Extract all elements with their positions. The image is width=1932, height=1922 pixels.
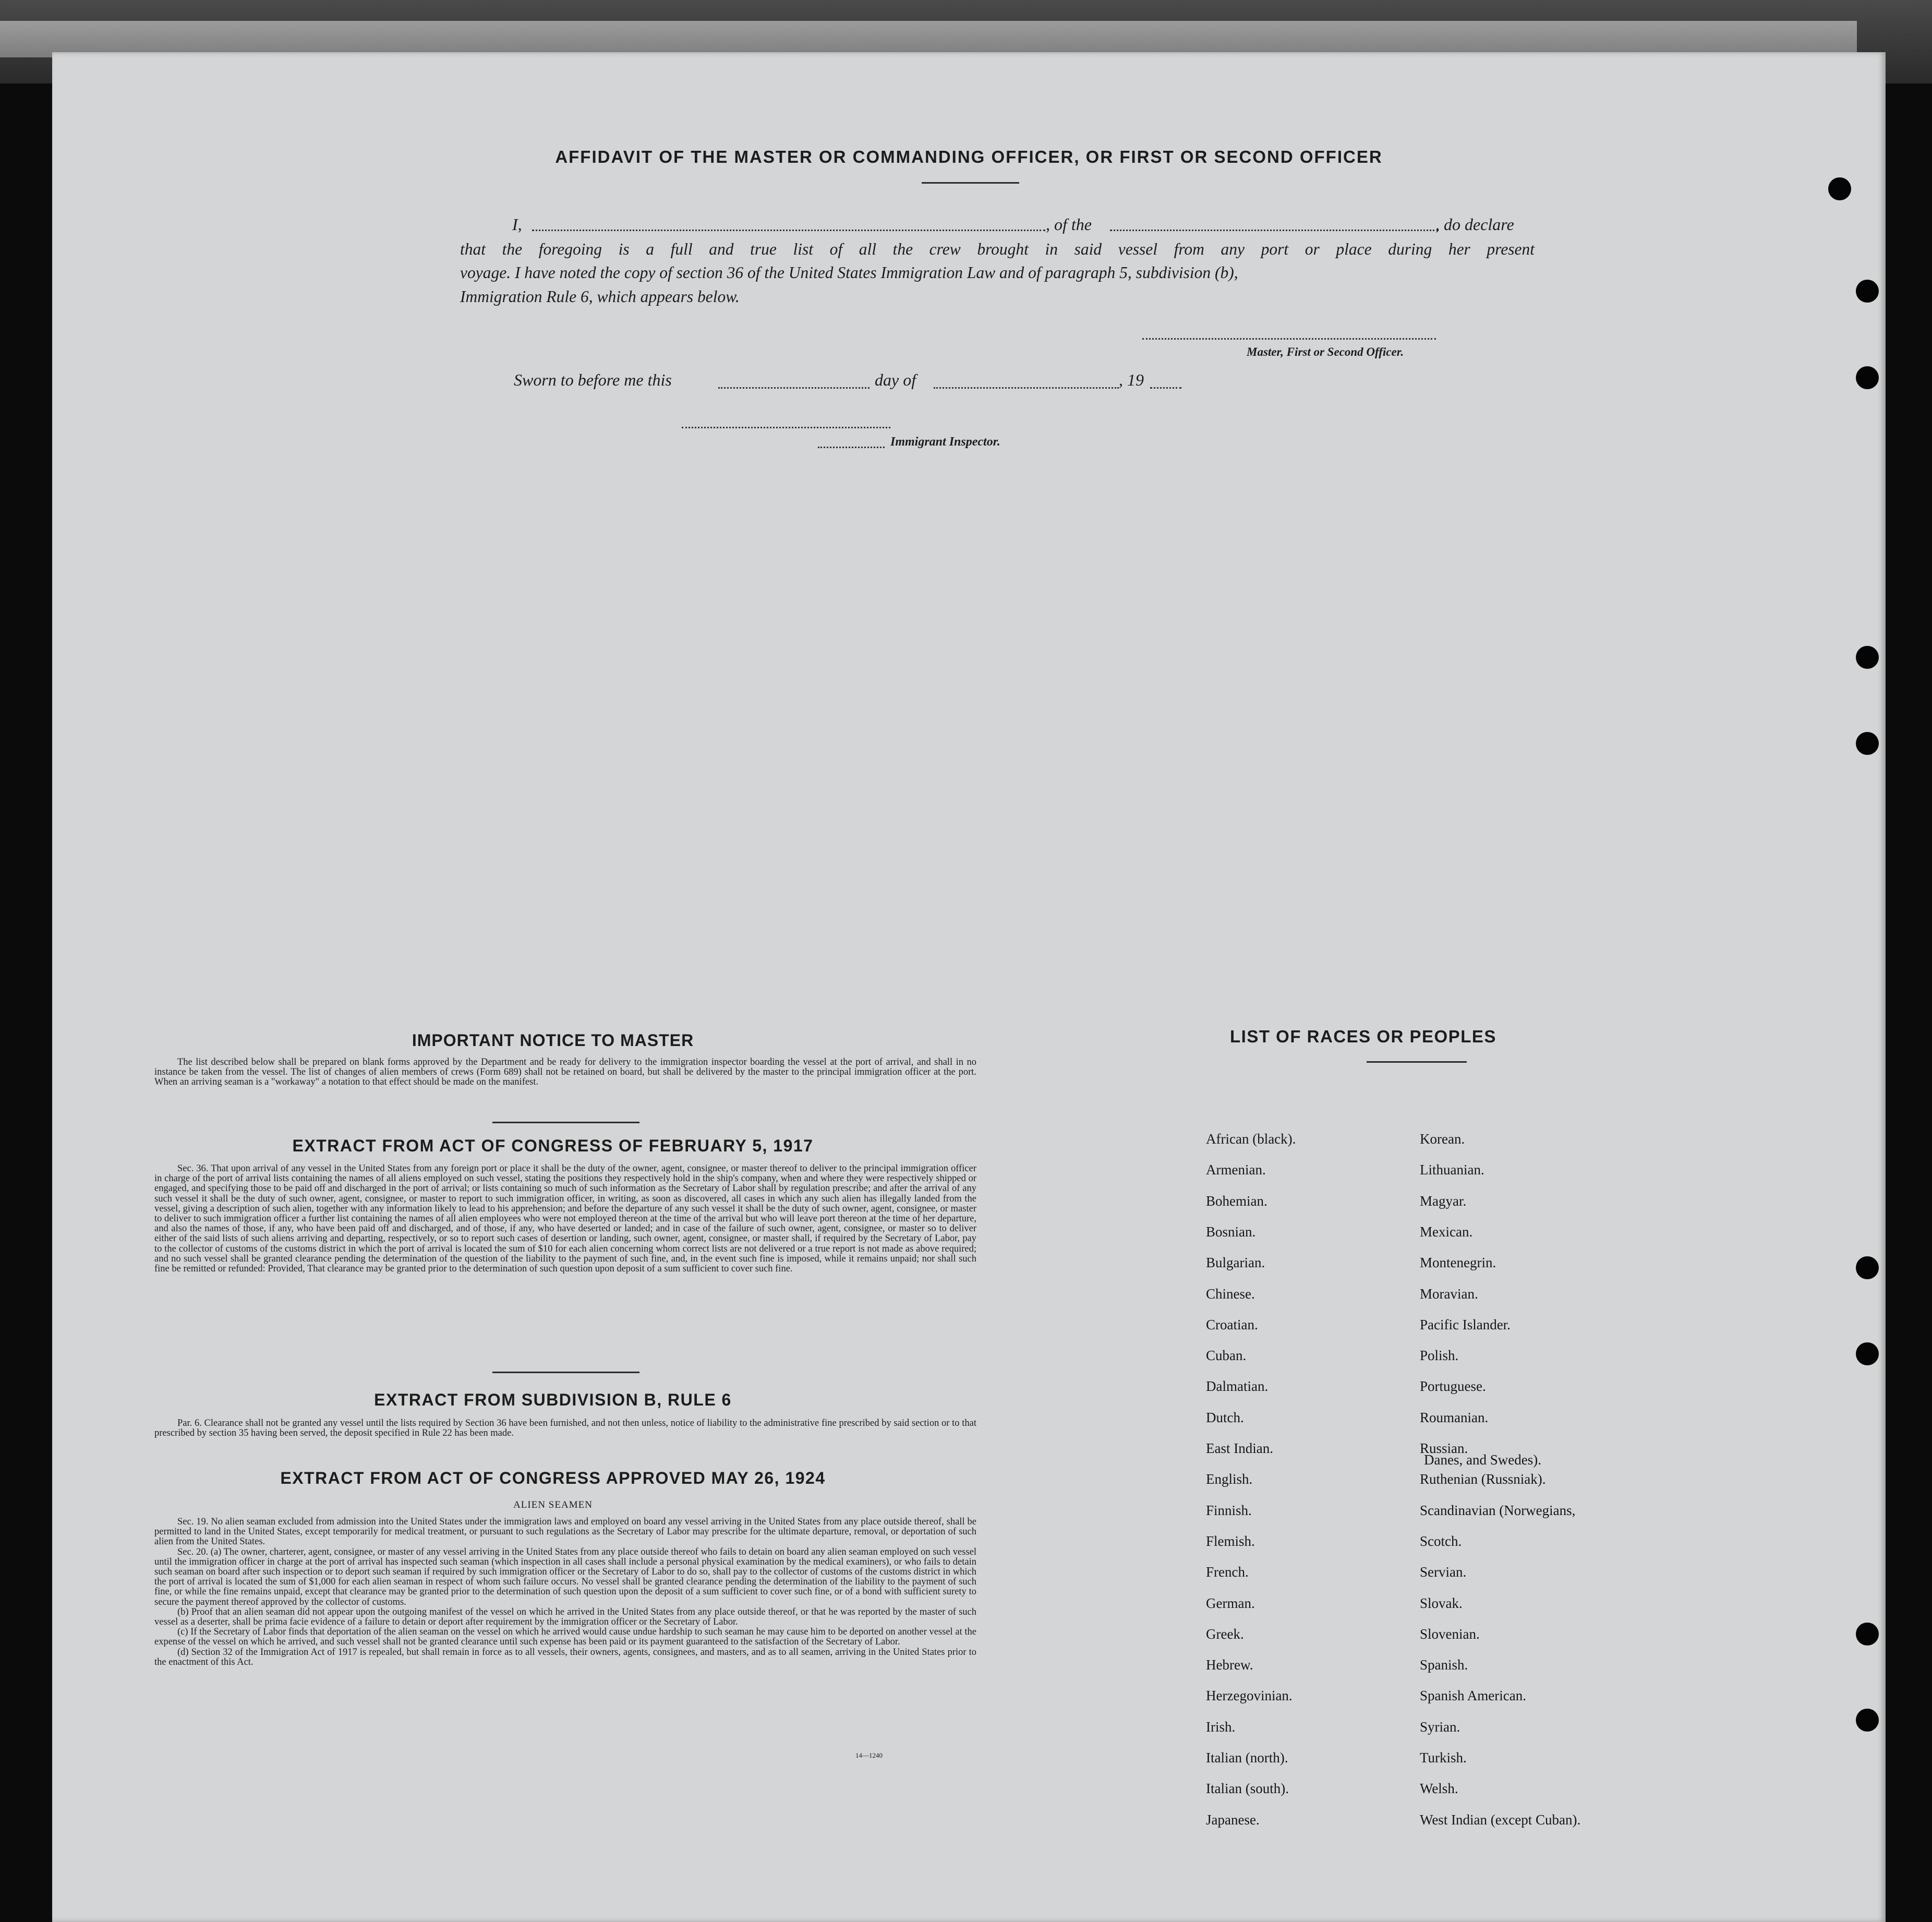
- sworn-year-blank: [1150, 387, 1181, 389]
- race-item: German.: [1206, 1595, 1255, 1611]
- race-item: Polish.: [1420, 1348, 1459, 1364]
- races-title: LIST OF RACES OR PEOPLES: [1230, 1027, 1496, 1046]
- race-item: Slovenian.: [1420, 1626, 1480, 1642]
- act1924-subtitle: ALIEN SEAMEN: [513, 1499, 593, 1510]
- race-item: Bohemian.: [1206, 1193, 1267, 1209]
- notice-body: The list described below shall be prepared on blank forms approved by the Department and be ready for delivery to the immigration inspector boarding the vessel at the port of arrival, and shall in no instance be taken from the vessel. The list of changes of alien members of crews (Form 689) shall not be retained on board, but shall be delivered by the master to the principal immigration officer at the port. When an arriving seaman is a "workaway" a notation to that effect should be made on the manifest.: [154, 1057, 976, 1088]
- race-item: Slovak.: [1420, 1595, 1463, 1611]
- race-item: Lithuanian.: [1420, 1162, 1484, 1178]
- act1924-title: EXTRACT FROM ACT OF CONGRESS APPROVED MAY 26, 1924: [280, 1469, 826, 1487]
- affidavit-title-rule: [922, 182, 1019, 184]
- punch-hole: [1856, 1709, 1879, 1732]
- affidavit-line-2: that the foregoing is a full and true list of all the crew brought in said vessel from any port or place during her present: [460, 240, 1535, 258]
- race-item: West Indian (except Cuban).: [1420, 1811, 1581, 1828]
- affidavit-line-3: voyage. I have noted the copy of section 36 of the United States Immigration Law and of paragraph 5, subdivision (b),: [460, 263, 1238, 282]
- document-page: [52, 52, 1886, 1922]
- act1924-body: [154, 1517, 976, 1667]
- year-prefix: , 19: [1119, 370, 1144, 389]
- punch-hole: [1856, 1256, 1879, 1279]
- act1917-rule: [492, 1372, 639, 1373]
- signature-blank: [1142, 338, 1436, 340]
- inspector-signature-blank: [682, 427, 890, 428]
- race-item: Herzegovinian.: [1206, 1688, 1293, 1704]
- race-item: Montenegrin.: [1420, 1255, 1496, 1271]
- race-item: Spanish American.: [1420, 1688, 1526, 1704]
- affidavit-do-declare: , do declare: [1435, 215, 1514, 234]
- signer-caption: Master, First or Second Officer.: [1247, 345, 1404, 358]
- race-item: Dalmatian.: [1206, 1378, 1269, 1395]
- race-item: Italian (north).: [1206, 1750, 1288, 1765]
- race-item: African (black).: [1206, 1131, 1296, 1147]
- race-item: Croatian.: [1206, 1316, 1258, 1332]
- act1917-body: Sec. 36. That upon arrival of any vessel in the United States from any foreign port or place it shall be the duty of the owner, agent, consignee, or master thereof to deliver to the principal immigration officer in charge of the port of arrival lists containing the names of all aliens employed on such vessel, stating the positions they respectively hold in the ship's company, when and where they were respectively shipped or engaged, and specifying those to be paid off and discharged in the port of arrival; or lists containing so much of such information as the Secretary of Labor shall by regulation prescribe; and after the arrival of any such vessel it shall be the duty of such owner, agent, consignee, or master to report to such immigration officer, in writing, as soon as discovered, all cases in which any such alien has illegally landed from the vessel, giving a description of such alien, together with any information likely to lead to his apprehension; and before the departure of any such vessel it shall be the duty of such owner, agent, consignee, or master to deliver to such immigration officer a further list containing the names of all alien employees who were not employed thereon at the time of the arrival but who will leave port thereon at the time of her departure, and also the names of those, if any, who have been paid off and discharged, and of those, if any, who have deserted or landed; and in case of the failure of such owner, agent, consignee, or master so to deliver either of the said lists of such aliens arriving and departing, respectively, or so to report such cases of desertion or landing, such owner, agent, consignee, or master shall, if required by the Secretary of Labor, pay to the collector of customs of the customs district in which the port of arrival is located the sum of $10 for each alien concerning whom correct lists are not delivered or a true report is not made as above required; and no such vessel shall be granted clearance pending the determination of the question of the liability to the payment of such fine, and, in the event such fine is imposed, while it remains unpaid; nor shall such fine be remitted or refunded: Provided, That clearance may be granted prior to the determination of such question upon deposit of a sum sufficient to cover such fine.: [154, 1163, 976, 1275]
- rule6-body: Par. 6. Clearance shall not be granted any vessel until the lists required by Section 36 have been furnished, and not then unless, notice of liability to the administrative fine prescribed by said section or to that prescribed by section 35 having been served, the deposit specified in Rule 22 has been made.: [154, 1418, 976, 1439]
- race-item: Greek.: [1206, 1626, 1244, 1642]
- race-item: Spanish.: [1420, 1657, 1468, 1673]
- race-item: Bulgarian.: [1206, 1255, 1265, 1271]
- race-item: Irish.: [1206, 1719, 1236, 1735]
- day-of-label: day of: [875, 370, 916, 389]
- affidavit-title: AFFIDAVIT OF THE MASTER OR COMMANDING OFFICER, OR FIRST OR SECOND OFFICER: [555, 147, 1383, 166]
- race-item: Flemish.: [1206, 1533, 1255, 1549]
- race-item: Korean.: [1420, 1131, 1465, 1147]
- race-item: French.: [1206, 1564, 1249, 1580]
- race-item: Dutch.: [1206, 1409, 1244, 1425]
- race-item: Welsh.: [1420, 1781, 1458, 1797]
- notice-title: IMPORTANT NOTICE TO MASTER: [412, 1031, 694, 1050]
- race-item: Moravian.: [1420, 1286, 1478, 1302]
- race-item: Italian (south).: [1206, 1781, 1289, 1797]
- inspector-prefix-blank: [818, 447, 885, 448]
- race-item: Armenian.: [1206, 1162, 1266, 1178]
- race-item: Pacific Islander.: [1420, 1316, 1511, 1332]
- form-number: 14—1240: [855, 1751, 883, 1759]
- punch-hole: [1856, 646, 1879, 669]
- race-item: Scotch.: [1420, 1533, 1462, 1549]
- punch-hole: [1856, 366, 1879, 389]
- race-item: Portuguese.: [1420, 1378, 1486, 1395]
- race-item: Hebrew.: [1206, 1657, 1253, 1673]
- rule6-title: EXTRACT FROM SUBDIVISION B, RULE 6: [374, 1390, 732, 1409]
- sworn-day-blank: [718, 387, 870, 389]
- sworn-label: Sworn to before me this: [514, 370, 672, 389]
- race-item: Russian.: [1420, 1440, 1468, 1456]
- punch-hole: [1856, 1342, 1879, 1365]
- race-item: Roumanian.: [1420, 1409, 1489, 1425]
- race-item: Servian.: [1420, 1564, 1467, 1580]
- race-item: Ruthenian (Russniak).: [1420, 1471, 1546, 1487]
- punch-hole: [1856, 1623, 1879, 1645]
- race-item: Cuban.: [1206, 1348, 1247, 1364]
- race-item: Syrian.: [1420, 1719, 1460, 1735]
- vessel-blank: [1110, 230, 1439, 231]
- act1924-sec20c: (c) If the Secretary of Labor finds that deportation of the alien seaman on the vessel on which he arrived would cause undue hardship to such seaman he may cause him to be deported on another vessel at the expense of the vessel on which he arrived, and such vessel shall not be granted clearance until such expense has been paid or its payment guaranteed to the satisfaction of the Secretary of Labor.: [154, 1627, 976, 1648]
- punch-hole: [1856, 732, 1879, 755]
- punch-hole: [1828, 177, 1851, 200]
- race-item: Scandinavian (Norwegians,: [1420, 1502, 1576, 1518]
- act1917-title: EXTRACT FROM ACT OF CONGRESS OF FEBRUARY 5, 1917: [292, 1136, 814, 1155]
- notice-rule: [492, 1122, 639, 1123]
- punch-hole: [1856, 280, 1879, 303]
- race-item: Bosnian.: [1206, 1223, 1256, 1240]
- inspector-caption: Immigrant Inspector.: [890, 435, 1000, 449]
- race-item: East Indian.: [1206, 1440, 1273, 1456]
- affidavit-line-4: Immigration Rule 6, which appears below.: [460, 287, 740, 306]
- act1924-sec20b: (b) Proof that an alien seaman did not appear upon the outgoing manifest of the vessel on which he arrived in the United States from any place outside thereof, or that he was reported by the master of such vessel as a deserter, shall be prima facie evidence of a failure to detain or deport after requirement by the immigration officer or the Secretary of Labor.: [154, 1606, 976, 1628]
- act1924-sec19: Sec. 19. No alien seaman excluded from admission into the United States under the immigration laws and employed on board any vessel arriving in the United States from any place outside thereof, shall be permitted to land in the United States, except temporarily for medical treatment, or pursuant to such regulations as the Secretary of Labor may prescribe for the ultimate departure, removal, or deportation of such alien from the United States.: [154, 1517, 976, 1547]
- act1924-sec20d: (d) Section 32 of the Immigration Act of 1917 is repealed, but shall remain in force as to all vessels, their owners, agents, consignees, and masters, and as to all seamen, arriving in the United States prior to the enactment of this Act.: [154, 1647, 976, 1667]
- race-item: Japanese.: [1206, 1811, 1260, 1828]
- race-item: Finnish.: [1206, 1502, 1252, 1518]
- races-right-continuation: Danes, and Swedes).: [1424, 1452, 1541, 1468]
- sworn-month-blank: [934, 387, 1119, 389]
- race-item: Turkish.: [1420, 1750, 1467, 1765]
- affidavit-i-label: I,: [512, 215, 522, 234]
- act1924-sec20a: Sec. 20. (a) The owner, charterer, agent, consignee, or master of any vessel arriving in the United States from any place outside thereof who fails to detain on board any alien seaman employed on such vessel until the immigration officer in charge at the port of arrival has inspected such seaman (which inspection in all cases shall include a personal physical examination by the medical examiners), or who fails to detain such seaman on board after such inspection or to deport such seaman if required by such immigration officer or the Secretary of Labor to do so, shall pay to the collector of customs of the customs district in which the port of arrival is located the sum of $1,000 for each alien seaman in respect of whom such failure occurs. No vessel shall be granted clearance pending the determination of the liability to the payment of such fine, or while the fine remains unpaid, except that clearance may be granted prior to the determination of such question upon the deposit of a sum sufficient to cover such fine, or of a bond with sufficient surety to secure the payment thereof approved by the collector of customs.: [154, 1546, 976, 1607]
- races-title-rule: [1367, 1061, 1467, 1063]
- affidavit-of-the: , of the: [1046, 215, 1092, 234]
- name-blank: [532, 230, 1045, 231]
- race-item: Chinese.: [1206, 1286, 1255, 1302]
- race-item: Magyar.: [1420, 1193, 1467, 1209]
- race-item: Mexican.: [1420, 1223, 1473, 1240]
- race-item: English.: [1206, 1471, 1253, 1487]
